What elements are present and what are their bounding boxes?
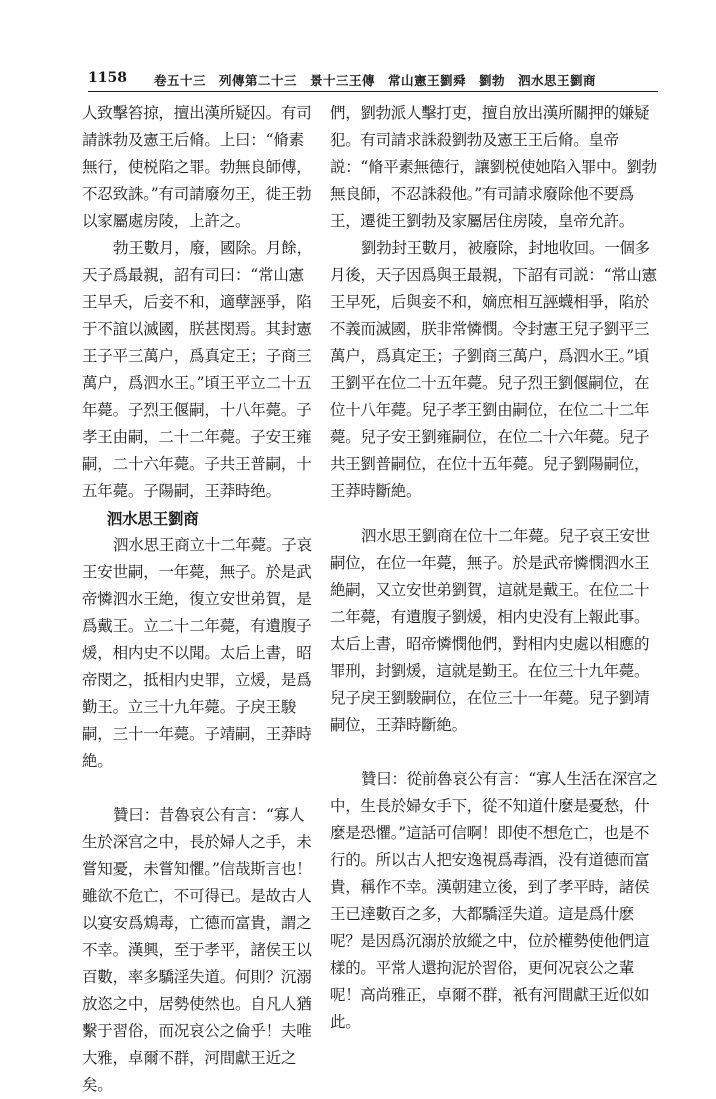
section-title: 泗水思王劉商 — [106, 509, 199, 528]
left-paragraph-3: 泗水思王商立十二年薨。子哀王安世嗣，一年薨，無子。於是武帝憐泗水王絶，復立安世弟賀，是爲戴王。立二十二年薨，有遺腹子煖，相内史不以聞。太后上書，昭帝閔之，抵相内史罪，立煖，是爲勤王。立三十九年薨。子戾王駿嗣，三十一年薨。子靖嗣，王莽時絶。 — [82, 536, 312, 770]
left-paragraph-4: 贊曰：昔魯哀公有言：“寡人生於深宫之中，長於婦人之手，未嘗知憂，未嘗知懼。”信哉斯言也！雖欲不危亡，不可得已。是故古人以宴安爲鴆毒，亡德而富貴，謂之不幸。漢興，至于孝平，諸侯王以百數，率多驕淫失道。何則？沉溺放恣之中，居勢使然也。自凡人猶繫于習俗，而况哀公之倫乎！夫唯大雅，卓爾不群，河間獻王近之矣。 — [82, 806, 312, 1094]
page-number: 1158 — [88, 70, 127, 86]
running-title: 卷五十三 列傳第二十三 景十三王傳 常山憲王劉舜 劉勃 泗水思王劉商 — [154, 73, 597, 88]
left-paragraph-1: 人致擊笞掠，擅出漢所疑囚。有司請誅勃及憲王后脩。上曰：“脩素無行，使棁陷之罪。勃無良師傅，不忍致誅。”有司請廢勿王，徙王勃以家屬處房陵，上許之。 — [82, 104, 312, 230]
classical-text-column — [82, 100, 314, 1094]
header-rule — [88, 91, 658, 92]
right-paragraph-2: 劉勃封王數月，被廢除，封地收回。一個多月後，天子因爲與王最親，下詔有司説：“常山憲王早死，后與妾不和，嫡庶相互誣蠛相爭，陷於不義而滅國，朕非常憐憫。令封憲王兒子劉平三萬户，爲真定王；子劉商三萬户，爲泗水王。”頃王劉平在位二十五年薨。兒子烈王劉偃嗣位，在位十八年薨。兒子孝王劉由嗣位，在位二十二年薨。兒子安王劉雍嗣位，在位二十六年薨。兒子共王劉普嗣位，在位十五年薨。兒子劉陽嗣位，王莽時斷絶。 — [330, 239, 657, 500]
left-paragraph-2: 勃王數月，廢，國除。月餘，天子爲最親，詔有司曰：“常山憲王早夭，后妾不和，適孽誣爭，陷于不誼以滅國，朕甚閔焉。其封憲王子平三萬户，爲真定王；子商三萬户，爲泗水王。”頃王平立二十五年薨。子烈王偃嗣，十八年薨。子孝王由嗣，二十二年薨。子安王雍嗣，二十六年薨。子共王普嗣，十五年薨。子陽嗣，王莽時绝。 — [82, 239, 312, 500]
right-paragraph-3: 泗水思王劉商在位十二年薨。兒子哀王安世嗣位，在位一年薨，無子。於是武帝憐憫泗水王絶嗣，又立安世弟劉賀，這就是戴王。在位二十二年薨，有遺腹子劉煖，相内史没有上報此事。太后上書，昭帝憐憫他們，對相内史處以相應的罪刑，封劉煖，這就是勤王。在位三十九年薨。兒子戾王劉駿嗣位，在位三十一年薨。兒子劉靖嗣位，王莽時斷絶。 — [330, 527, 650, 734]
right-paragraph-1: 們，劉勃派人擊打吏，擅自放出漢所關押的嫌疑犯。有司請求誅殺劉勃及憲王王后脩。皇帝説：“脩平素無德行，讓劉棁使她陷入罪中。劉勃無良師，不忍誅殺他。”有司請求廢除他不要爲王，遷徙王劉勃及家屬居住房陵，皇帝允許。 — [330, 104, 657, 230]
modern-translation-column — [330, 100, 663, 1031]
right-paragraph-4: 贊曰：從前魯哀公有言：“寡人生活在深宫之中，生長於婦女手下，從不知道什麼是憂愁，什麼是恐懼。”這話可信啊！即使不想危亡，也是不行的。所以古人把安逸視爲毒酒，没有道德而富貴，稱作不幸。漢朝建立後，到了孝平時，諸侯王已達數百之多，大都驕淫失道。這是爲什麽呢？是因爲沉溺於放縱之中，位於權勢使他們這樣的。平常人還拘泥於習俗，更何况哀公之輩呢！高尚雅正，卓爾不群，衹有河間獻王近似如此。 — [330, 770, 658, 1031]
